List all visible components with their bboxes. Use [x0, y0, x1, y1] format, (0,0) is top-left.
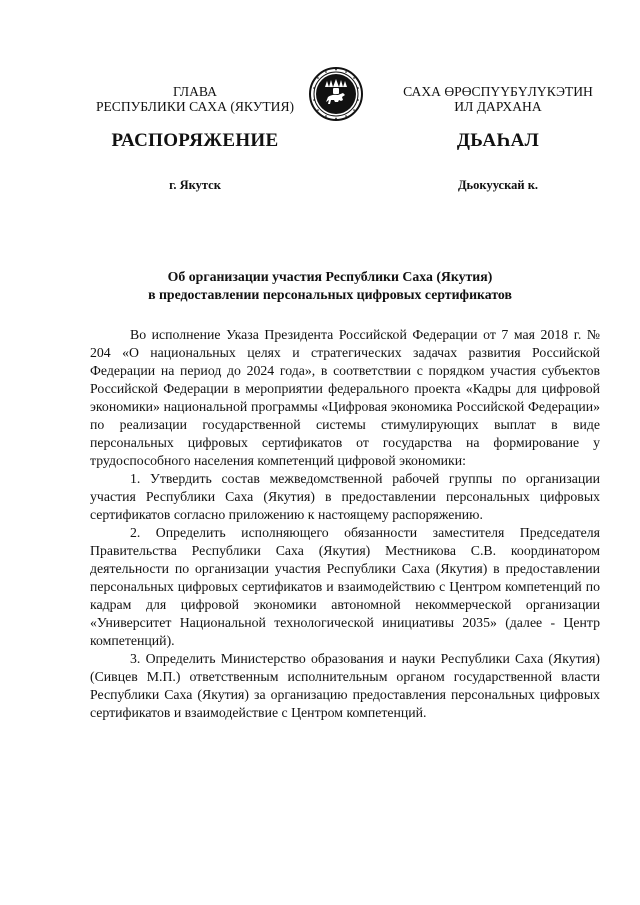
issuer-ru-line1: ГЛАВА: [173, 84, 217, 99]
issuer-sakha-line2: ИЛ ДАРХАНА: [454, 99, 542, 114]
issuer-sakha: [378, 84, 618, 114]
issuer-ru-line2: РЕСПУБЛИКИ САХА (ЯКУТИЯ): [95, 99, 295, 114]
doc-type-sakha: ДЬАҺАЛ: [456, 130, 540, 151]
issuer-sakha-line1: САХА ӨРӨСПҮҮБҮЛҮКЭТИН: [403, 84, 593, 99]
document-title-line1: Об организации участия Республики Саха (Якутия): [167, 269, 493, 284]
clause-1-paragraph: 1. Утвердить состав межведомственной рабочей группы по организации участия Республики Саха (Якутия) в предоставлении персональных цифровых сертификатов согласно приложению к настоящему распоряжению.: [90, 471, 600, 522]
document-body: [90, 326, 600, 722]
city-ru: г. Якутск: [169, 178, 221, 192]
issuer-ru: [60, 84, 330, 114]
city-sakha: Дьокуускай к.: [457, 178, 539, 192]
document-title-line2: в предоставлении персональных цифровых сертификатов: [148, 287, 512, 302]
sakha-coat-of-arms-icon: [308, 66, 364, 122]
preamble-paragraph: Во исполнение Указа Президента Российской Федерации от 7 мая 2018 г. № 204 «О национальных целях и стратегических задачах развития Российской Федерации на период до 2024 года», в соответствии с порядком участия субъектов Российской Федерации в мероприятии федерального проекта «Кадры для цифровой экономики» национальной программы «Цифровая экономика Российской Федерации» по реализации государственной системы стимулирующих выплат в виде персональных цифровых сертификатов от государства на формирование у трудоспособного населения компетенций цифровой экономики:: [90, 327, 600, 468]
doc-type-ru: РАСПОРЯЖЕНИЕ: [111, 130, 279, 151]
clause-3-paragraph: 3. Определить Министерство образования и науки Республики Саха (Якутия) (Сивцев М.П.) ответственным исполнительным органом государственной власти Республики Саха (Якутия) за организацию предоставления персональных цифровых сертификатов и взаимодействие с Центром компетенций.: [90, 651, 600, 720]
document-title: [80, 268, 580, 304]
clause-2-paragraph: 2. Определить исполняющего обязанности заместителя Председателя Правительства Республики Саха (Якутия) Местникова С.В. координатором деятельности по организации участия Республики Саха (Якутия) в предоставлении персональных цифровых сертификатов и взаимодействию с Центром компетенций по кадрам для цифровой экономики автономной некоммерческой организации «Университет Национальной технологической инициативы 2035» (далее - Центр компетенций).: [90, 525, 600, 648]
